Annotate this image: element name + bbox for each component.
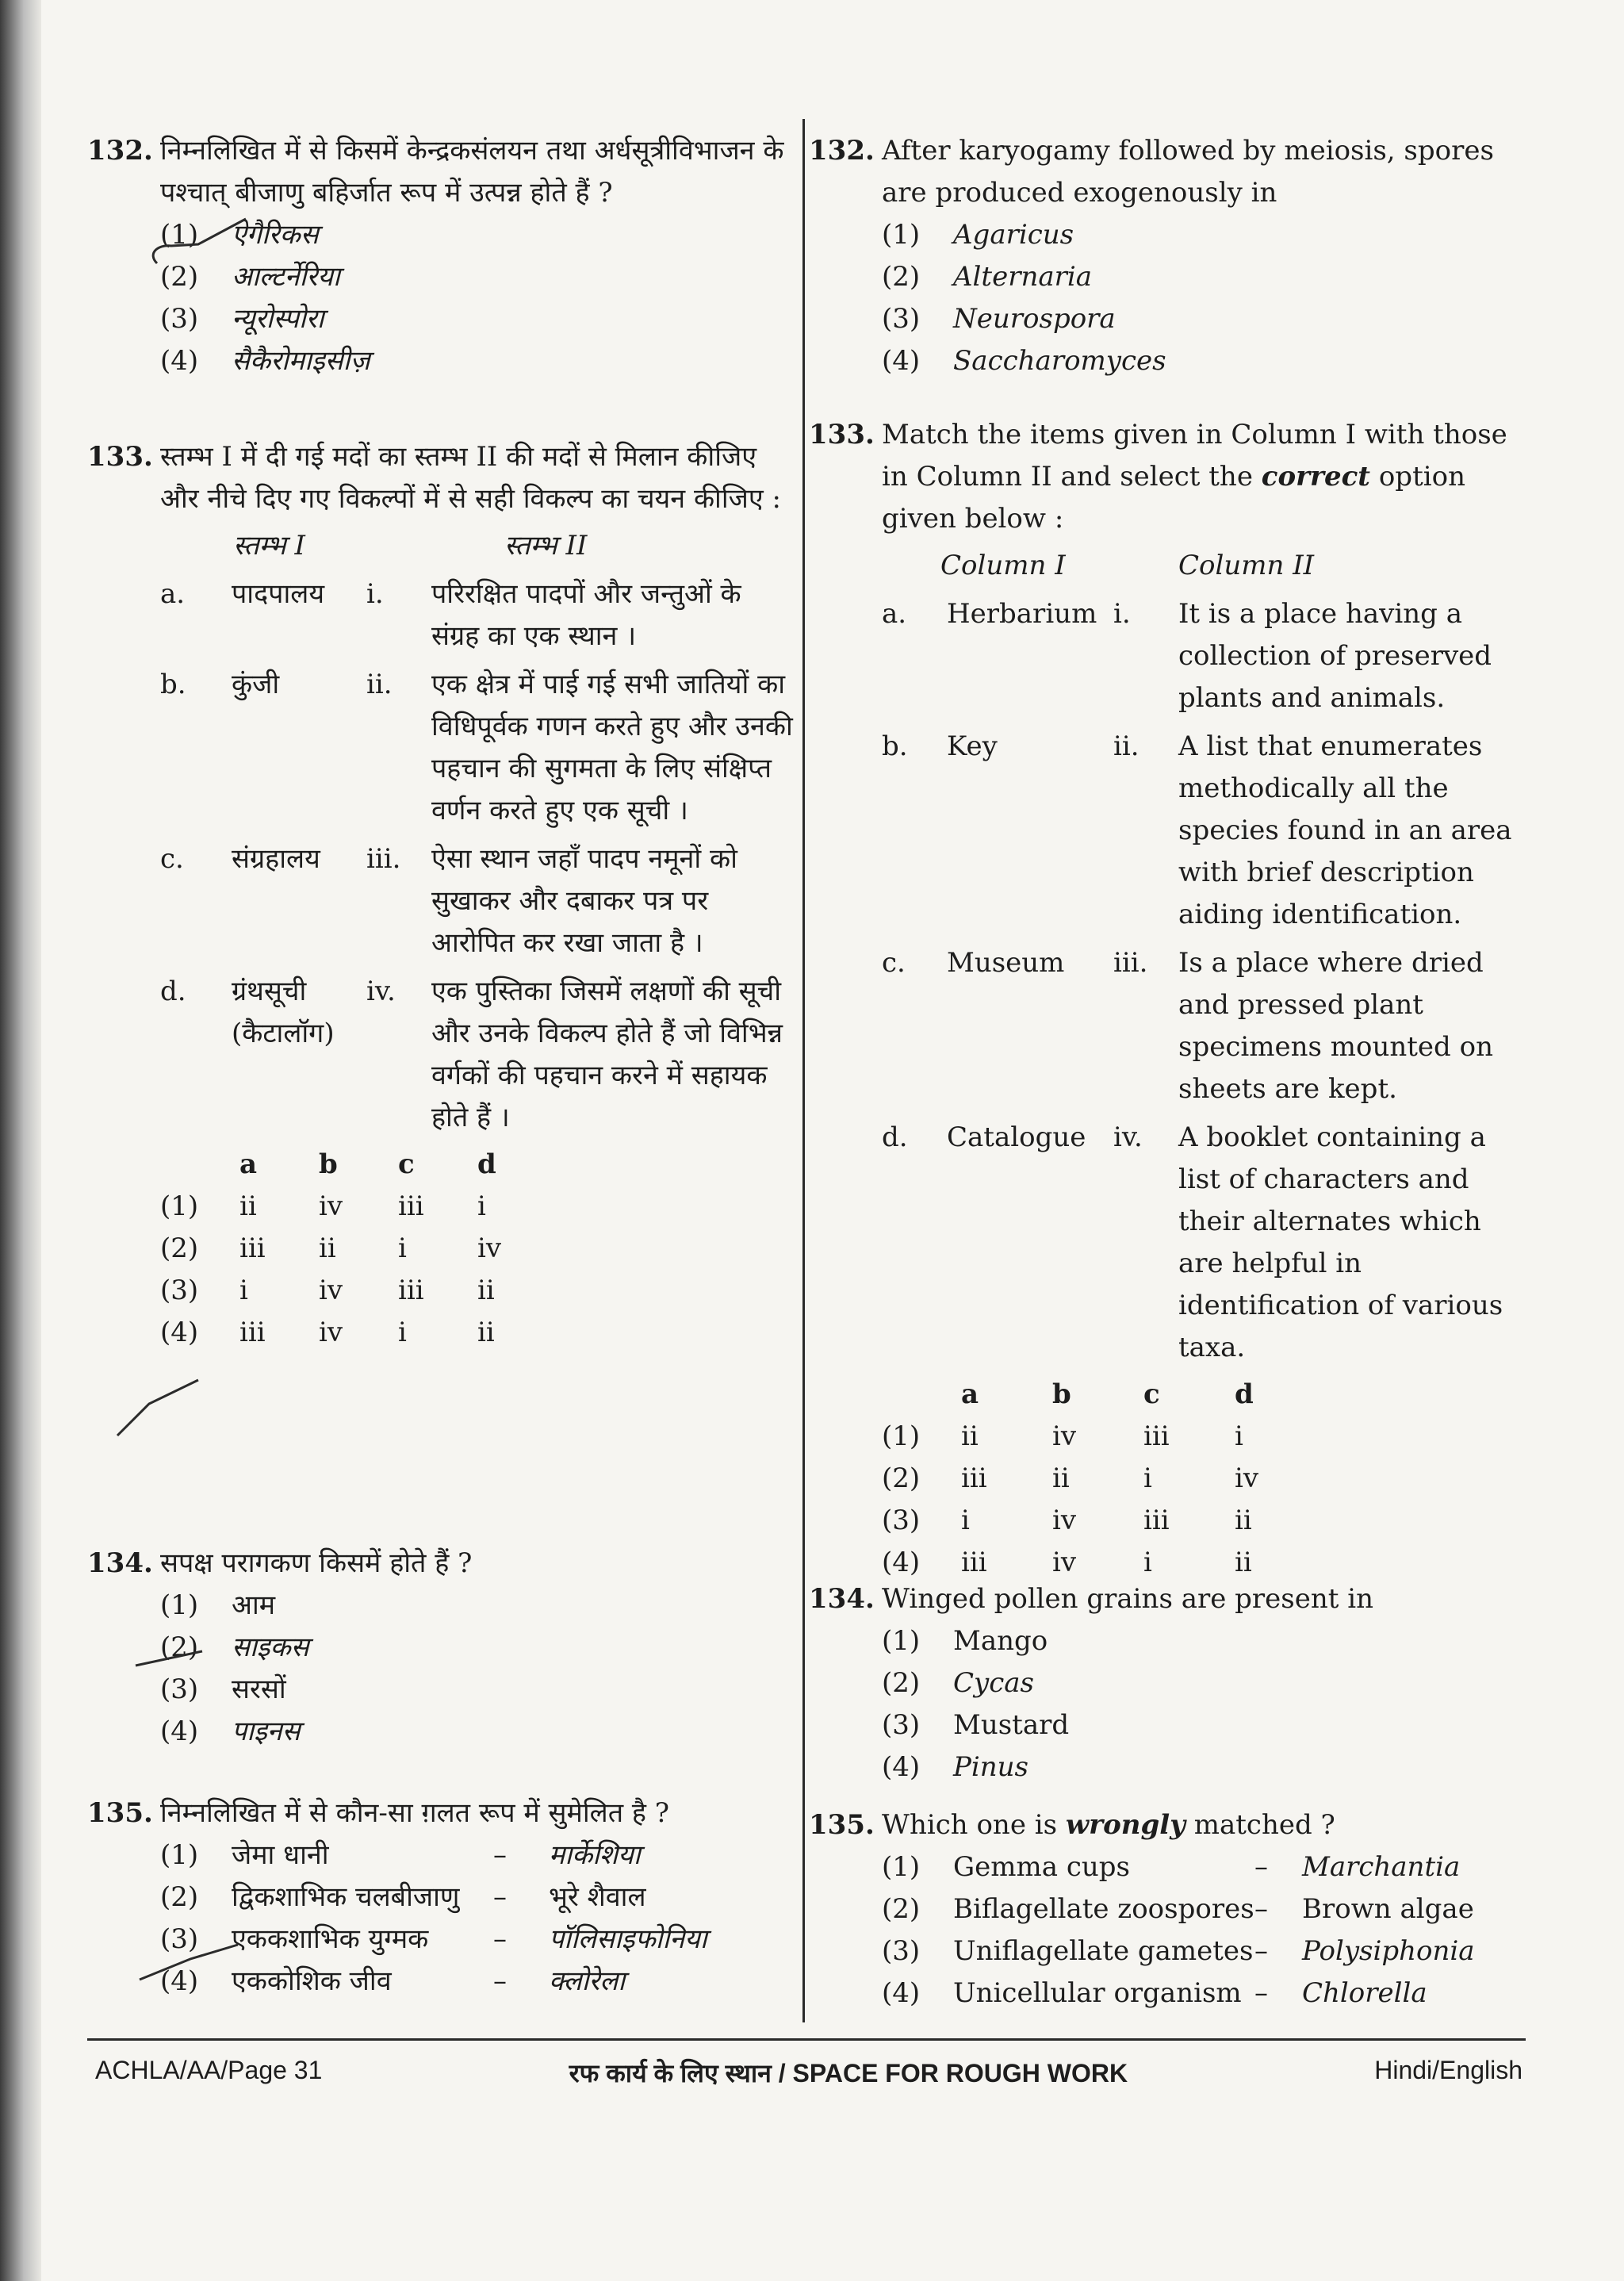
option-2: (2) Biflagellate zoospores – Brown algae (882, 1893, 1474, 1925)
pen-mark-q134 (131, 1634, 250, 1681)
pen-mark-q132 (143, 214, 278, 278)
match-row-d: d. ग्रंथसूची (कैटालॉग) iv. एक पुस्तिका जिसमें लक्षणों की सूची और उनके विकल्प होते हैं जो विभिन्न वर्गकों की पहचान करने में सहायक होते हैं । (160, 976, 783, 1133)
option-4: (4) एककोशिक जीव – क्लोरेला (160, 1965, 626, 1997)
question-number: 134. (809, 1583, 875, 1615)
option-2: (2) आल्टर्नेरिया (160, 261, 340, 293)
match-row-a: a. पादपालय i. परिरक्षित पादपों और जन्तुओं के संग्रह का एक स्थान । (160, 578, 741, 652)
rough-work-label: रफ कार्य के लिए स्थान / SPACE FOR ROUGH WORK (569, 2059, 1128, 2087)
match-row-b: b. Key ii. A list that enumerates methodically all the species found in an area with brief description aiding identification. (882, 730, 1512, 930)
question-text: स्तम्भ I में दी गई मदों का स्तम्भ II की मदों से मिलान कीजिए और नीचे दिए गए विकल्पों में से सही विकल्प का चयन कीजिए : (160, 441, 781, 515)
question-text: Winged pollen grains are present in (882, 1583, 1374, 1615)
question-text: सपक्ष परागकण किसमें होते हैं ? (160, 1547, 473, 1579)
option-3: (3) Mustard (882, 1709, 1070, 1741)
answer-grid-header: a b c d (239, 1148, 496, 1180)
question-132-english (809, 130, 1522, 382)
question-text: निम्नलिखित में से किसमें केन्द्रकसंलयन तथा अर्धसूत्रीविभाजन के पश्चात् बीजाणु बहिर्जात रूप में उत्पन्न होते हैं ? (160, 135, 784, 209)
option-list (160, 1585, 797, 1753)
question-number: 135. (87, 1797, 153, 1829)
question-number: 132. (87, 135, 153, 167)
option-2: (2) Cycas (882, 1667, 1034, 1699)
option-1: (1) Mango (882, 1625, 1048, 1657)
answer-option-3: (3) i iv iii ii (882, 1505, 1252, 1536)
option-3: (3) एककशाभिक युग्मक – पॉलिसाइफोनिया (160, 1923, 707, 1955)
column-divider (802, 119, 805, 2022)
question-number: 133. (809, 419, 875, 450)
option-2: (2) द्विकशाभिक चलबीजाणु – भूरे शैवाल (160, 1881, 646, 1913)
option-1: (1) ऐगैरिकस (160, 219, 319, 251)
option-4: (4) पाइनस (160, 1716, 301, 1747)
page-code: ACHLA/AA/Page 31 (95, 2056, 323, 2084)
option-list (160, 1834, 797, 2003)
question-number: 135. (809, 1809, 875, 1841)
option-list (882, 214, 1522, 382)
option-list (882, 1846, 1522, 2015)
option-3: (3) Neurospora (882, 303, 1116, 335)
answer-grid (160, 1144, 797, 1354)
question-133-english (809, 414, 1522, 1584)
option-list (882, 1620, 1522, 1788)
answer-option-1: (1) ii iv iii i (882, 1420, 1243, 1452)
question-text: After karyogamy followed by meiosis, spores are produced exogenously in (882, 135, 1494, 209)
hindi-column (87, 119, 797, 2019)
question-135-english (809, 1804, 1522, 2015)
match-table-header: Column I Column II (940, 550, 1315, 581)
match-row-c: c. संग्रहालय iii. ऐसा स्थान जहाँ पादप नमूनों को सुखाकर और दबाकर पत्र पर आरोपित कर रखा जाता है । (160, 843, 737, 959)
option-1: (1) आम (160, 1589, 276, 1621)
answer-grid-header: a b c d (961, 1378, 1254, 1410)
option-1: (1) Gemma cups – Marchantia (882, 1851, 1461, 1883)
question-133-hindi (87, 436, 797, 1354)
option-1: (1) Agaricus (882, 219, 1074, 251)
question-number: 134. (87, 1547, 153, 1579)
answer-grid (882, 1374, 1522, 1584)
match-table-header: स्तम्भ I स्तम्भ II (233, 530, 588, 562)
option-3: (3) सरसों (160, 1673, 286, 1705)
question-text: Which one is wrongly matched ? (882, 1809, 1335, 1841)
option-4: (4) सैकैरोमाइसीज़ (160, 345, 370, 377)
match-row-c: c. Museum iii. Is a place where dried and pressed plant specimens mounted on sheets are kept. (882, 947, 1493, 1105)
option-2: (2) Alternaria (882, 261, 1093, 293)
answer-option-3: (3) i iv iii ii (160, 1275, 495, 1306)
answer-option-1: (1) ii iv iii i (160, 1190, 486, 1222)
option-1: (1) जेमा धानी – मार्केशिया (160, 1839, 641, 1871)
match-row-a: a. Herbarium i. It is a place having a collection of preserved plants and animals. (882, 598, 1492, 714)
option-4: (4) Saccharomyces (882, 345, 1166, 377)
footer-rule (87, 2038, 1526, 2041)
answer-option-4: (4) iii iv i ii (882, 1547, 1252, 1578)
answer-option-2: (2) iii ii i iv (882, 1463, 1259, 1494)
option-4: (4) Pinus (882, 1751, 1028, 1783)
page-binding-edge (0, 0, 41, 2281)
question-text: Match the items given in Column I with those in Column II and select the correct option given below : (882, 419, 1507, 535)
question-number: 133. (87, 441, 153, 473)
question-134-english (809, 1578, 1522, 1788)
question-number: 132. (809, 135, 875, 167)
option-3: (3) Uniflagellate gametes – Polysiphonia (882, 1935, 1475, 1967)
english-column (809, 119, 1522, 2019)
option-4: (4) Unicellular organism – Chlorella (882, 1977, 1427, 2009)
pen-mark-q135 (135, 1935, 254, 1991)
page-footer (95, 2056, 1522, 2090)
match-row-d: d. Catalogue iv. A booklet containing a list of characters and their alternates which are helpful in identification of various taxa. (882, 1121, 1503, 1363)
answer-option-4: (4) iii iv i ii (160, 1317, 495, 1348)
pen-mark-q133 (111, 1348, 238, 1443)
option-2: (2) साइकस (160, 1631, 309, 1663)
question-text: निम्नलिखित में से कौन-सा ग़लत रूप में सुमेलित है ? (160, 1797, 669, 1829)
match-row-b: b. कुंजी ii. एक क्षेत्र में पाई गई सभी जातियों का विधिपूर्वक गणन करते हुए और उनकी पहचान की सुगमता के लिए संक्षिप्त वर्णन करते हुए एक सूची । (160, 669, 793, 826)
language-label: Hindi/English (1374, 2056, 1522, 2084)
option-3: (3) न्यूरोस्पोरा (160, 303, 324, 335)
answer-option-2: (2) iii ii i iv (160, 1233, 502, 1264)
